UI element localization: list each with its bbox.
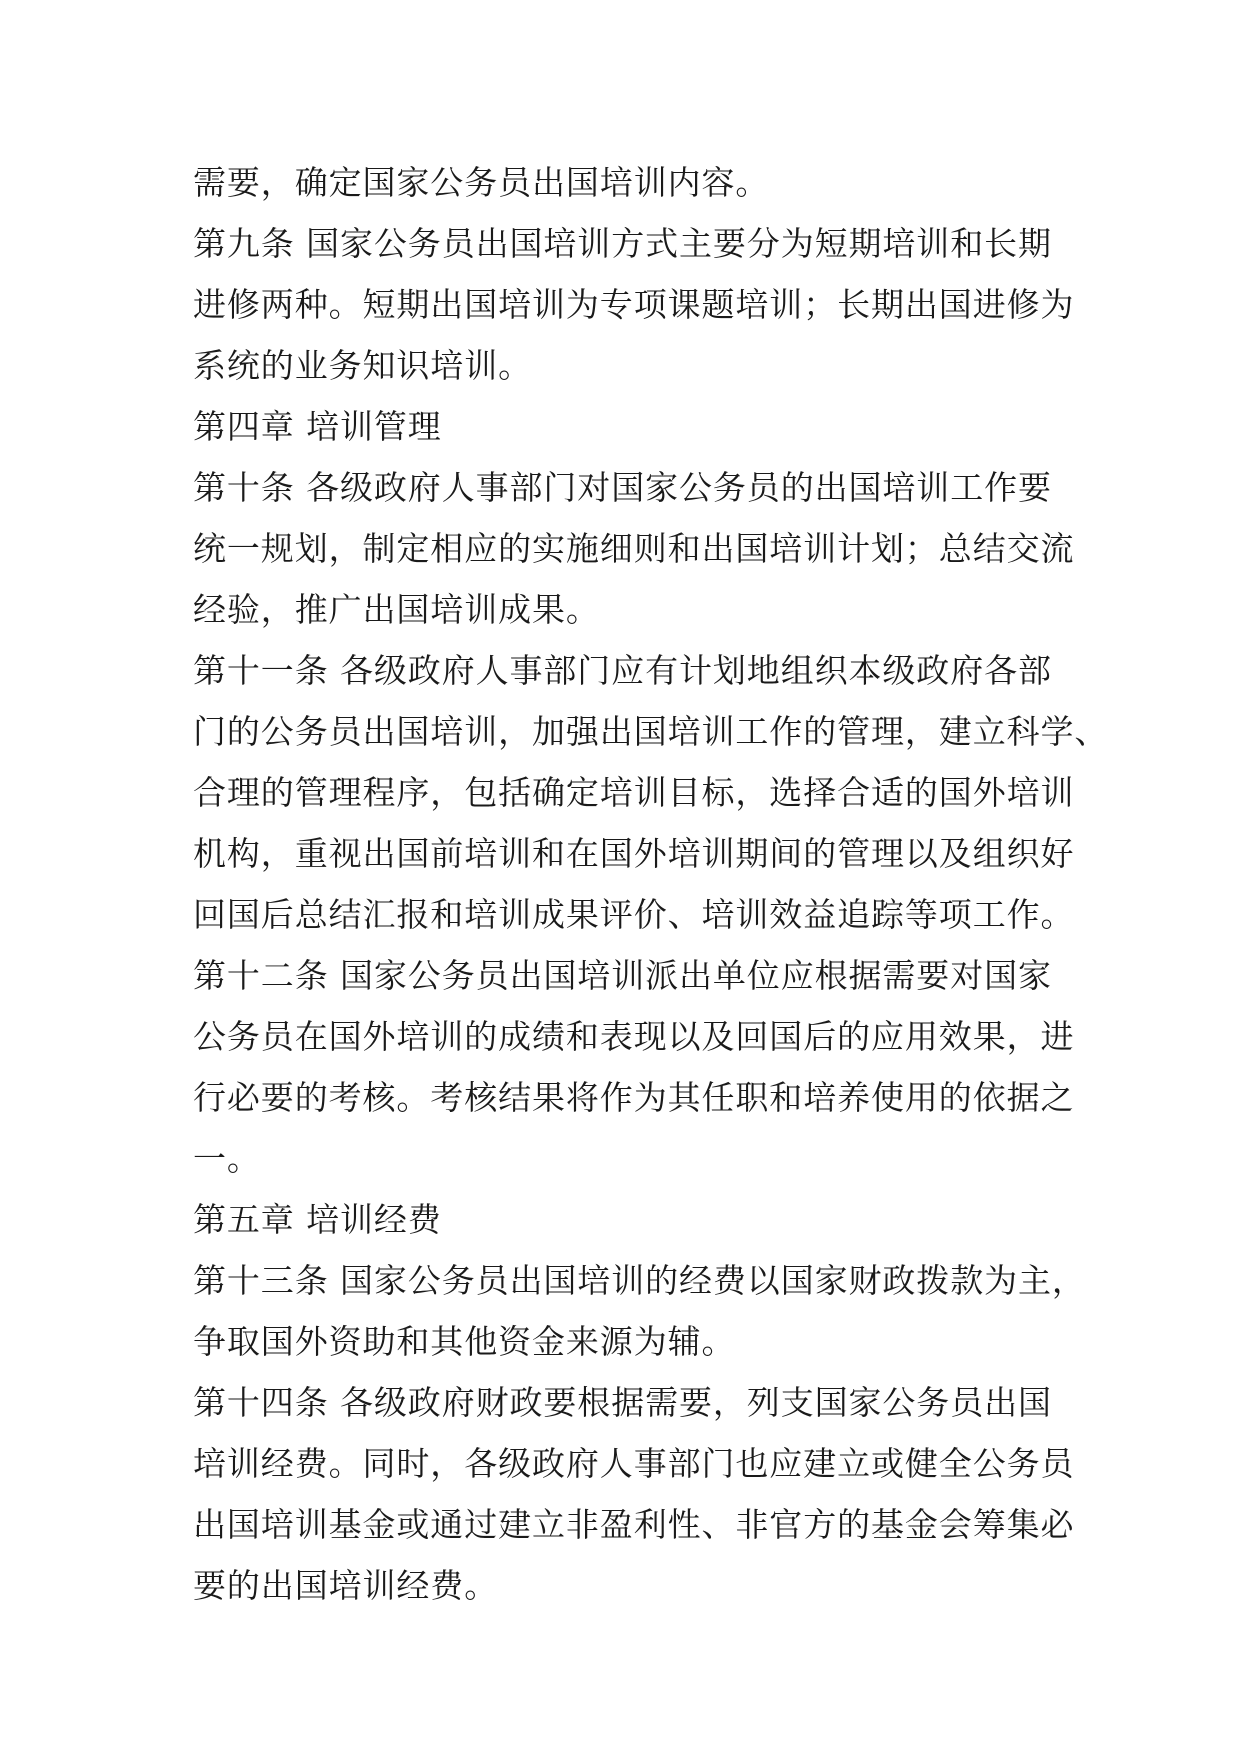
text-line: 系统的业务知识培训。: [193, 346, 532, 385]
text-line: 争取国外资助和其他资金来源为辅。: [193, 1322, 736, 1361]
text-line: 需要，确定国家公务员出国培训内容。: [193, 163, 770, 202]
text-line: 要的出国培训经费。: [193, 1566, 499, 1605]
article-9-heading-line: 第九条 国家公务员出国培训方式主要分为短期培训和长期: [193, 224, 1052, 263]
chapter-4-heading: 第四章 培训管理: [193, 407, 442, 446]
text-line: 统一规划，制定相应的实施细则和出国培训计划；总结交流: [193, 529, 1075, 568]
article-11-heading-line: 第十一条 各级政府人事部门应有计划地组织本级政府各部: [193, 651, 1052, 690]
text-line: 培训经费。同时，各级政府人事部门也应建立或健全公务员: [193, 1444, 1075, 1483]
document-body: [193, 152, 1109, 1616]
text-line: 一。: [193, 1139, 261, 1178]
text-line: 门的公务员出国培训，加强出国培训工作的管理，建立科学、: [193, 712, 1109, 751]
text-line: 行必要的考核。考核结果将作为其任职和培养使用的依据之: [193, 1078, 1075, 1117]
text-line: 合理的管理程序，包括确定培训目标，选择合适的国外培训: [193, 773, 1075, 812]
article-12-heading-line: 第十二条 国家公务员出国培训派出单位应根据需要对国家: [193, 956, 1052, 995]
text-line: 机构，重视出国前培训和在国外培训期间的管理以及组织好: [193, 834, 1075, 873]
article-14-heading-line: 第十四条 各级政府财政要根据需要，列支国家公务员出国: [193, 1383, 1052, 1422]
article-13-heading-line: 第十三条 国家公务员出国培训的经费以国家财政拨款为主，: [193, 1261, 1086, 1300]
text-line: 经验，推广出国培训成果。: [193, 590, 600, 629]
article-10-heading-line: 第十条 各级政府人事部门对国家公务员的出国培训工作要: [193, 468, 1052, 507]
text-line: 公务员在国外培训的成绩和表现以及回国后的应用效果，进: [193, 1017, 1075, 1056]
text-line: 进修两种。短期出国培训为专项课题培训；长期出国进修为: [193, 285, 1075, 324]
chapter-5-heading: 第五章 培训经费: [193, 1200, 442, 1239]
text-line: 回国后总结汇报和培训成果评价、培训效益追踪等项工作。: [193, 895, 1075, 934]
text-line: 出国培训基金或通过建立非盈利性、非官方的基金会筹集必: [193, 1505, 1075, 1544]
